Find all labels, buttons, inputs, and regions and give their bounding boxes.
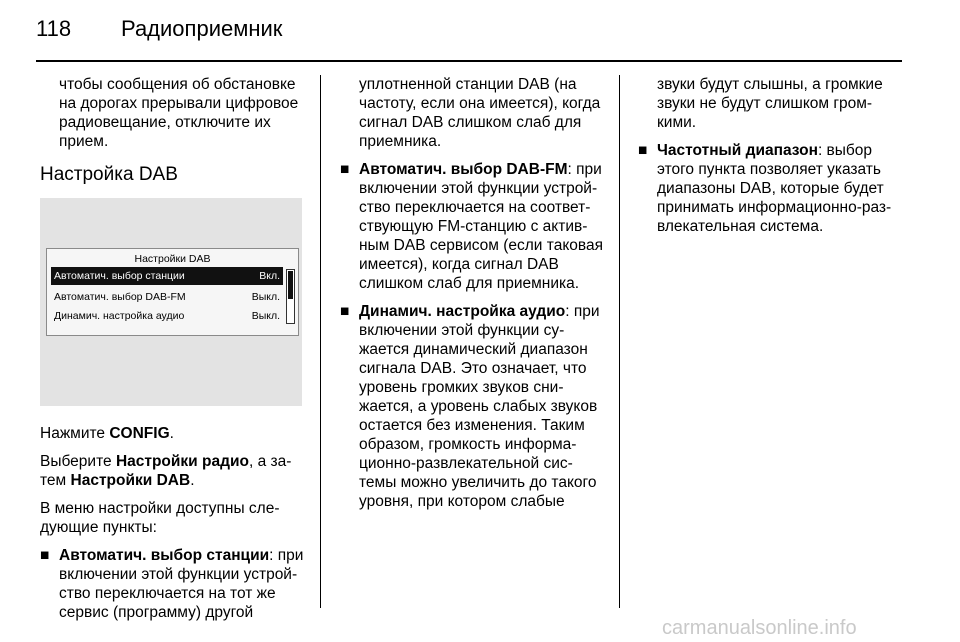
text: . bbox=[190, 472, 195, 489]
column-1 bbox=[40, 75, 308, 631]
bullet-text: : при включении этой функции устрой-ство переключается на тот же сервис (программу) другой bbox=[59, 547, 304, 621]
bullet-term: Частотный диапазон bbox=[657, 142, 818, 159]
bullet-term: Автоматич. выбор станции bbox=[59, 547, 270, 564]
dab-settings-keyword: Настройки DAB bbox=[70, 472, 191, 489]
bullet-text: : при включении этой функции устрой-ство переключается на соответ-ствующую FM-станцию с актив-ным DAB сервисом (если таковая имеется), когда сигнал DAB слишком слаб для приемника. bbox=[359, 161, 603, 292]
bullet-term: Динамич. настройка аудио bbox=[359, 303, 566, 320]
dab-settings-screenshot bbox=[40, 198, 302, 406]
bullet-marker: ■ bbox=[638, 142, 648, 159]
press-config-paragraph bbox=[40, 424, 308, 443]
text: Выберите bbox=[40, 453, 116, 470]
scrollbar bbox=[286, 269, 295, 324]
screen-title: Настройки DAB bbox=[134, 253, 211, 265]
select-paragraph bbox=[40, 452, 308, 490]
row-value: Вкл. bbox=[259, 270, 280, 282]
header-rule bbox=[36, 60, 902, 62]
bullet-term: Автоматич. выбор DAB-FM bbox=[359, 161, 568, 178]
watermark: carmanualsonline.info bbox=[662, 617, 857, 639]
column-3 bbox=[638, 75, 903, 245]
page-title: Радиоприемник bbox=[121, 16, 283, 41]
bullet-text: : при включении этой функции су-жается динамический диапазон сигнала DAB. Это означает, что уровень громких звуков сни-жается, а уровень слабых звуков остается без изменения. Таким образом, громкость информа-ционно-развлекательной сис-темы можно увеличить до такого уровня, при котором слабые bbox=[359, 303, 600, 510]
text: Нажмите bbox=[40, 425, 110, 442]
page-header bbox=[36, 10, 902, 56]
bullet-text: : выбор этого пункта позволяет указать диапазоны DAB, которые будет принимать информационно-раз-влекательная система. bbox=[657, 142, 892, 235]
continued-paragraph: уплотненной станции DAB (на частоту, если она имеется), когда сигнал DAB слишком слаб для приемника. bbox=[359, 76, 601, 150]
text: . bbox=[169, 425, 174, 442]
section-heading: Настройка DAB bbox=[40, 164, 178, 185]
radio-settings-keyword: Настройки радио bbox=[115, 453, 249, 470]
bullet-marker: ■ bbox=[40, 547, 50, 564]
bullet-auto-station bbox=[40, 546, 308, 622]
screen-row-dynamic-audio bbox=[51, 307, 283, 325]
row-label: Динамич. настройка аудио bbox=[54, 310, 185, 322]
row-value: Выкл. bbox=[251, 291, 280, 303]
dab-settings-panel bbox=[46, 248, 299, 336]
bullet-marker: ■ bbox=[340, 303, 350, 320]
screen-row-auto-dab-fm bbox=[51, 288, 283, 306]
row-value: Выкл. bbox=[251, 310, 280, 322]
column-divider-2 bbox=[619, 75, 620, 608]
menu-paragraph: В меню настройки доступны сле-дующие пункты: bbox=[40, 500, 280, 536]
continued-paragraph: звуки будут слышны, а громкие звуки не будут слишком гром-кими. bbox=[657, 76, 883, 131]
column-2 bbox=[340, 75, 607, 520]
page-number: 118 bbox=[36, 16, 72, 41]
screen-row-auto-station bbox=[51, 267, 283, 285]
bullet-frequency-band bbox=[638, 141, 903, 236]
config-keyword: CONFIG bbox=[109, 425, 170, 442]
scrollbar-thumb bbox=[288, 271, 293, 299]
bullet-marker: ■ bbox=[340, 161, 350, 178]
bullet-dynamic-audio bbox=[340, 302, 607, 511]
column-divider-1 bbox=[320, 75, 321, 608]
text: , а за-тем bbox=[40, 453, 292, 489]
row-label: Автоматич. выбор DAB-FM bbox=[54, 291, 186, 303]
bullet-auto-dab-fm bbox=[340, 160, 607, 293]
intro-paragraph: чтобы сообщения об обстановке на дорогах прерывали цифровое радиовещание, отключите их прием. bbox=[59, 76, 299, 150]
row-label: Автоматич. выбор станции bbox=[54, 270, 185, 282]
